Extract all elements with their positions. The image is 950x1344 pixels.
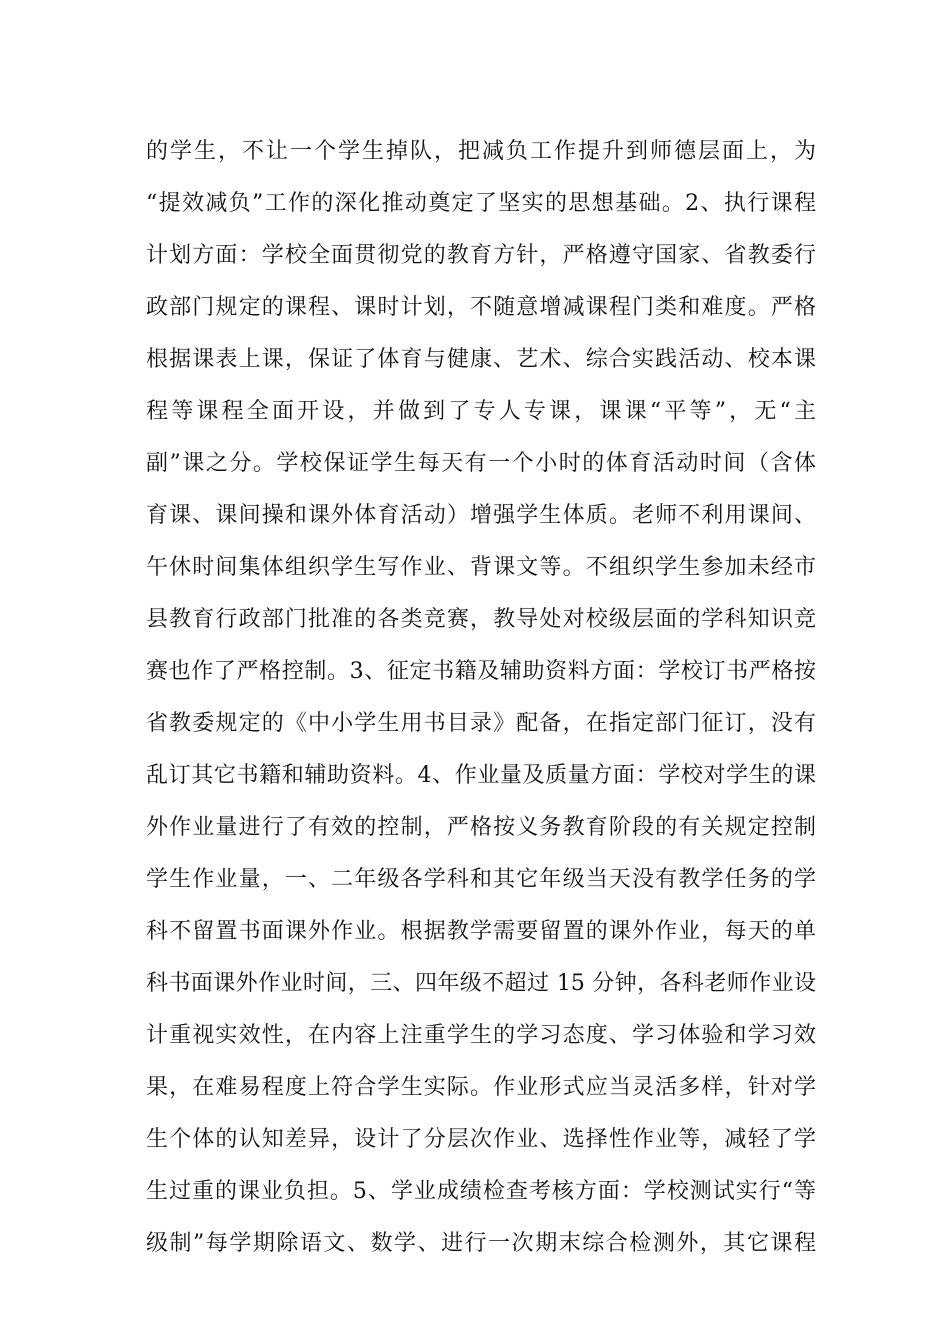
- body-text: [146, 126, 816, 1270]
- text-line: 生个体的认知差异，设计了分层次作业、选择性作业等，减轻了学: [146, 1127, 816, 1152]
- text-line: 级制”每学期除语文、数学、进行一次期末综合检测外，其它课程: [146, 1231, 816, 1256]
- text-line: 省教委规定的《中小学生用书目录》配备，在指定部门征订，没有: [146, 711, 816, 736]
- text-line: 科书面课外作业时间，三、四年级不超过 15 分钟，各科老师作业设: [146, 971, 816, 996]
- text-line: 育课、课间操和课外体育活动）增强学生体质。老师不利用课间、: [146, 503, 816, 528]
- text-line: 午休时间集体组织学生写作业、背课文等。不组织学生参加未经市: [146, 555, 816, 580]
- text-line: 学生作业量，一、二年级各学科和其它年级当天没有教学任务的学: [146, 867, 816, 892]
- text-line: 的学生，不让一个学生掉队，把减负工作提升到师德层面上，为: [146, 139, 816, 164]
- text-line: 根据课表上课，保证了体育与健康、艺术、综合实践活动、校本课: [146, 347, 816, 372]
- text-line: 计重视实效性，在内容上注重学生的学习态度、学习体验和学习效: [146, 1023, 816, 1048]
- text-line: “提效减负”工作的深化推动奠定了坚实的思想基础。2、执行课程: [146, 191, 816, 216]
- text-line: 副”课之分。学校保证学生每天有一个小时的体育活动时间（含体: [146, 451, 816, 476]
- text-line: 赛也作了严格控制。3、征定书籍及辅助资料方面：学校订书严格按: [146, 659, 816, 684]
- text-line: 县教育行政部门批准的各类竞赛，教导处对校级层面的学科知识竞: [146, 607, 816, 632]
- text-line: 政部门规定的课程、课时计划，不随意增减课程门类和难度。严格: [146, 295, 816, 320]
- text-line: 外作业量进行了有效的控制，严格按义务教育阶段的有关规定控制: [146, 815, 816, 840]
- text-line: 科不留置书面课外作业。根据教学需要留置的课外作业，每天的单: [146, 919, 816, 944]
- text-line: 生过重的课业负担。5、学业成绩检查考核方面：学校测试实行“等: [146, 1179, 816, 1204]
- text-line: 乱订其它书籍和辅助资料。4、作业量及质量方面：学校对学生的课: [146, 763, 816, 788]
- text-line: 果，在难易程度上符合学生实际。作业形式应当灵活多样，针对学: [146, 1075, 816, 1100]
- text-line: 计划方面：学校全面贯彻党的教育方针，严格遵守国家、省教委行: [146, 243, 816, 268]
- text-line: 程等课程全面开设，并做到了专人专课，课课“平等”，无“主: [146, 399, 816, 424]
